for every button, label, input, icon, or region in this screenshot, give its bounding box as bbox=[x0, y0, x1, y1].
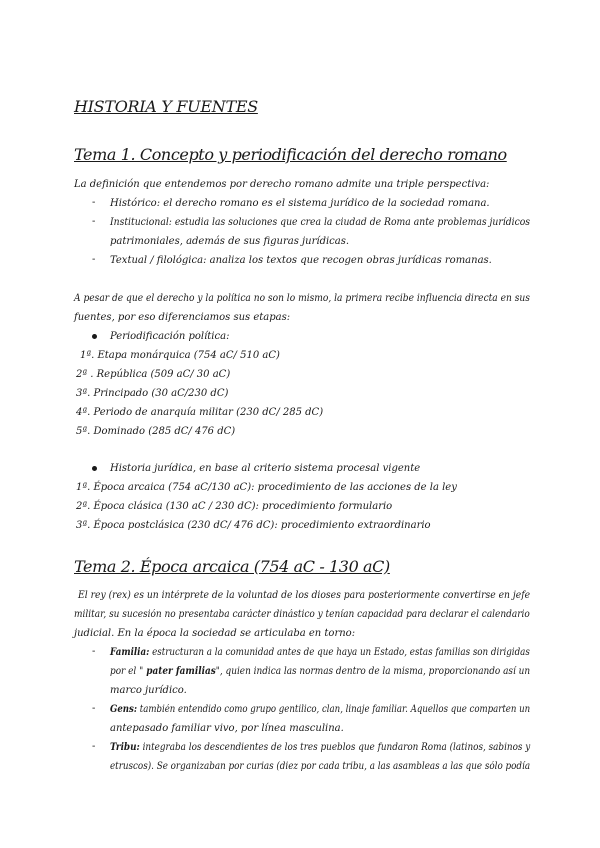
gens-text: también entendido como grupo gentilico, clan, linaje familiar. Aquellos que comparten un bbox=[137, 704, 531, 715]
political-stage: 1ª. Etapa monárquica (754 aC/ 510 aC) bbox=[80, 350, 280, 361]
tema1-heading: Tema 1. Concepto y periodificación del derecho romano bbox=[74, 145, 507, 164]
juridical-period: 3ª. Época postclásica (230 dC/ 476 dC): procedimiento extraordinario bbox=[76, 520, 431, 531]
political-stage: 5ª. Dominado (285 dC/ 476 dC) bbox=[76, 426, 236, 437]
perspective-historico: Histórico: el derecho romano es el sistema jurídico de la sociedad romana. bbox=[110, 198, 490, 209]
bullet-periodificacion: Periodificación política: bbox=[110, 331, 230, 342]
juridical-period: 2ª. Época clásica (130 aC / 230 dC): procedimiento formulario bbox=[76, 501, 393, 512]
gens-line bbox=[110, 703, 530, 716]
tema1-intro: La definición que entendemos por derecho romano admite una triple perspectiva: bbox=[74, 179, 490, 190]
pater-familias-term: pater familias bbox=[143, 666, 216, 677]
perspective-institucional: Institucional: estudia las soluciones que crea la ciudad de Roma ante problemas jurídicos bbox=[110, 217, 531, 228]
bullet-icon bbox=[92, 334, 97, 339]
dash-marker: - bbox=[92, 197, 96, 208]
familia-term: Familia: bbox=[110, 647, 150, 658]
paragraph-line: El rey (rex) es un intérprete de la voluntad de los dioses para posteriormente convertirse en jefe bbox=[78, 590, 531, 601]
familia-line bbox=[110, 646, 530, 659]
paragraph-line: judicial. En la época la sociedad se articulaba en torno: bbox=[74, 628, 356, 639]
familia-line: marco jurídico. bbox=[110, 685, 187, 696]
gens-term: Gens: bbox=[110, 704, 138, 715]
tribu-line bbox=[110, 741, 530, 754]
political-stage: 2ª . República (509 aC/ 30 aC) bbox=[76, 369, 231, 380]
perspective-institucional-cont: patrimoniales, además de sus figuras jurídicas. bbox=[110, 236, 350, 247]
paragraph-line: A pesar de que el derecho y la política no son lo mismo, la primera recibe influencia directa en sus bbox=[74, 293, 530, 304]
tema2-heading: Tema 2. Época arcaica (754 aC - 130 aC) bbox=[74, 557, 390, 576]
gens-line: antepasado familiar vivo, por línea masculina. bbox=[110, 723, 344, 734]
familia-text: ", quien indica las normas dentro de la misma, proporcionando así un bbox=[215, 666, 531, 677]
dash-marker: - bbox=[92, 703, 96, 714]
political-stage: 4ª. Periodo de anarquía militar (230 dC/ 285 dC) bbox=[76, 407, 324, 418]
dash-marker: - bbox=[92, 216, 96, 227]
familia-line bbox=[110, 665, 530, 678]
paragraph-line: militar, su sucesión no presentaba carácter dinástico y tenían capacidad para declarar el calendario bbox=[74, 609, 530, 620]
bullet-icon bbox=[92, 466, 97, 471]
juridical-period: 1ª. Época arcaica (754 aC/130 aC): procedimiento de las acciones de la ley bbox=[76, 482, 457, 493]
bullet-historia-juridica: Historia jurídica, en base al criterio sistema procesal vigente bbox=[110, 463, 421, 474]
dash-marker: - bbox=[92, 646, 96, 657]
dash-marker: - bbox=[92, 741, 96, 752]
familia-text: estructuran a la comunidad antes de que haya un Estado, estas familias son dirigidas bbox=[149, 647, 530, 658]
paragraph-line: fuentes, por eso diferenciamos sus etapas: bbox=[74, 312, 291, 323]
political-stage: 3ª. Principado (30 aC/230 dC) bbox=[76, 388, 229, 399]
dash-marker: - bbox=[92, 254, 96, 265]
tribu-term: Tribu: bbox=[110, 742, 140, 753]
tribu-text: integraba los descendientes de los tres pueblos que fundaron Roma (latinos, sabinos y bbox=[139, 742, 531, 753]
document-title: HISTORIA Y FUENTES bbox=[74, 97, 258, 116]
tribu-line: etruscos). Se organizaban por curias (diez por cada tribu, a las asambleas a las que sólo podía bbox=[110, 761, 531, 772]
perspective-textual: Textual / filológica: analiza los textos que recogen obras jurídicas romanas. bbox=[110, 255, 492, 266]
familia-text: por el " bbox=[110, 666, 144, 677]
